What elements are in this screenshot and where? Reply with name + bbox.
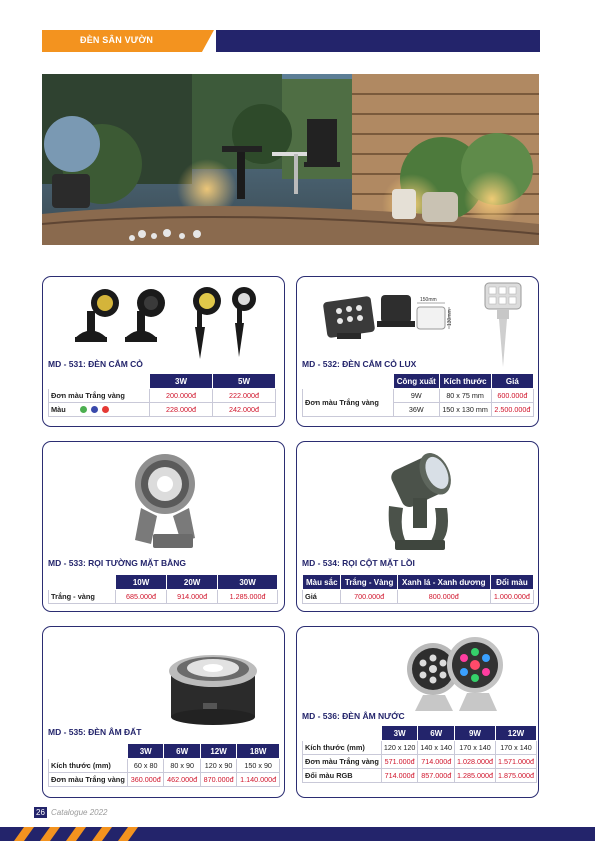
header-cell: 20W — [167, 575, 218, 590]
size-cell: 80 x 75 mm — [439, 389, 491, 403]
price-cell: 700.000đ — [341, 590, 397, 604]
header-cell: 12W — [495, 726, 536, 741]
table-row — [49, 403, 276, 417]
price-cell: 870.000đ — [200, 773, 236, 787]
price-cell: 1.285.000đ — [455, 769, 496, 783]
underwater-light-image — [393, 631, 513, 713]
table-row — [303, 755, 537, 769]
header-cell — [303, 374, 394, 389]
wall-flood-light-image — [123, 450, 213, 560]
lux-spike-lights-image — [317, 281, 527, 367]
header-cell — [49, 575, 116, 590]
header-cell: 30W — [218, 575, 278, 590]
price-cell: 600.000đ — [491, 389, 533, 403]
price-cell: 571.000đ — [381, 755, 418, 769]
price-cell: 1.000.000đ — [490, 590, 533, 604]
row-label: Đơn màu Trắng vàng — [303, 755, 382, 769]
price-cell: 685.000đ — [116, 590, 167, 604]
section-title: ĐÈN SÂN VƯỜN — [80, 35, 154, 45]
size-cell: 150 x 90 — [237, 759, 280, 773]
header-cell: Đổi màu — [490, 575, 533, 590]
price-cell: 714.000đ — [418, 755, 455, 769]
size-cell: 170 x 140 — [495, 741, 536, 755]
row-label: Đơn màu Trắng vàng — [49, 773, 128, 787]
product-name: MD - 534: RỌI CỘT MẶT LỒI — [302, 558, 415, 568]
spec-table — [302, 574, 534, 604]
row-label: Trắng - vàng — [49, 590, 116, 604]
size-cell: 60 x 80 — [128, 759, 164, 773]
header-cell: 3W — [128, 744, 164, 759]
header-cell: 5W — [213, 374, 276, 389]
header-cell: Màu sắc — [303, 575, 341, 590]
size-cell: 170 x 140 — [455, 741, 496, 755]
green-dot-icon — [80, 406, 87, 413]
product-card-md532 — [296, 276, 539, 427]
size-cell: 80 x 90 — [164, 759, 200, 773]
price-cell: 1.571.000đ — [495, 755, 536, 769]
header-cell: 3W — [150, 374, 213, 389]
row-label: Đơn màu Trắng vàng — [303, 389, 394, 417]
header-cell: 3W — [381, 726, 418, 741]
table-row — [303, 389, 534, 403]
row-label-text: Màu — [51, 405, 66, 414]
spec-table — [48, 373, 276, 417]
size-cell: 120 x 120 — [381, 741, 418, 755]
hero-photo — [42, 74, 539, 245]
row-label: Kích thước (mm) — [49, 759, 128, 773]
product-card-md536 — [296, 626, 539, 798]
price-cell: 1.140.000đ — [237, 773, 280, 787]
blue-dot-icon — [91, 406, 98, 413]
header-cell: Kích thước — [439, 374, 491, 389]
table-row — [49, 389, 276, 403]
price-cell: 200.000đ — [150, 389, 213, 403]
dim-height-label: 130mm — [447, 309, 453, 326]
header-bar — [216, 30, 540, 52]
product-card-md535 — [42, 626, 285, 798]
row-label: Đổi màu RGB — [303, 769, 382, 783]
price-cell: 360.000đ — [128, 773, 164, 787]
header-cell: 12W — [200, 744, 236, 759]
table-row — [303, 741, 537, 755]
header-cell — [303, 726, 382, 741]
table-row — [303, 769, 537, 783]
catalogue-label: Catalogue 2022 — [51, 808, 108, 817]
size-cell: 120 x 90 — [200, 759, 236, 773]
table-row — [49, 590, 278, 604]
price-cell: 242.000đ — [213, 403, 276, 417]
spec-table — [48, 743, 280, 787]
size-cell: 150 x 130 mm — [439, 403, 491, 417]
price-cell: 1.875.000đ — [495, 769, 536, 783]
price-cell: 1.028.000đ — [455, 755, 496, 769]
spec-table — [302, 725, 537, 783]
header-cell: 10W — [116, 575, 167, 590]
footer-stripe — [0, 827, 595, 841]
header-cell: Trắng - Vàng — [341, 575, 397, 590]
row-label: Đơn màu Trắng vàng — [49, 389, 150, 403]
price-cell: 914.000đ — [167, 590, 218, 604]
table-row — [303, 590, 534, 604]
inground-light-image — [163, 635, 263, 727]
price-cell: 857.000đ — [418, 769, 455, 783]
product-card-md533 — [42, 441, 285, 612]
price-cell: 222.000đ — [213, 389, 276, 403]
product-card-md531 — [42, 276, 285, 427]
product-name: MD - 532: ĐÈN CẮM CỎ LUX — [302, 359, 417, 369]
product-name: MD - 535: ĐÈN ÂM ĐẤT — [48, 727, 142, 737]
header-cell: Công xuất — [394, 374, 440, 389]
header-cell — [49, 374, 150, 389]
row-label: Giá — [303, 590, 341, 604]
product-name: MD - 533: RỌI TƯỜNG MẶT BẰNG — [48, 558, 187, 568]
price-cell: 228.000đ — [150, 403, 213, 417]
price-cell: 714.000đ — [381, 769, 418, 783]
header-cell: 18W — [237, 744, 280, 759]
product-name: MD - 531: ĐÈN CẮM CỎ — [48, 359, 143, 369]
price-cell: 1.285.000đ — [218, 590, 278, 604]
red-dot-icon — [102, 406, 109, 413]
spec-table — [48, 574, 278, 604]
price-cell: 462.000đ — [164, 773, 200, 787]
power-cell: 9W — [394, 389, 440, 403]
dim-width-label: 150mm — [420, 297, 437, 303]
header-cell: 6W — [164, 744, 200, 759]
row-label: Kích thước (mm) — [303, 741, 382, 755]
post-spot-light-image — [367, 446, 467, 554]
row-label — [49, 403, 150, 417]
spike-lights-image — [69, 283, 269, 361]
price-cell: 2.500.000đ — [491, 403, 533, 417]
product-name: MD - 536: ĐÈN ÂM NƯỚC — [302, 711, 405, 721]
header-cell: Xanh lá - Xanh dương — [397, 575, 490, 590]
spec-table — [302, 373, 534, 417]
product-card-md534 — [296, 441, 539, 612]
header-cell: 9W — [455, 726, 496, 741]
header-cell: 6W — [418, 726, 455, 741]
table-row — [49, 759, 280, 773]
table-row — [49, 773, 280, 787]
header-cell — [49, 744, 128, 759]
header-cell: Giá — [491, 374, 533, 389]
size-cell: 140 x 140 — [418, 741, 455, 755]
power-cell: 36W — [394, 403, 440, 417]
price-cell: 800.000đ — [397, 590, 490, 604]
page-number: 26 — [34, 807, 47, 818]
